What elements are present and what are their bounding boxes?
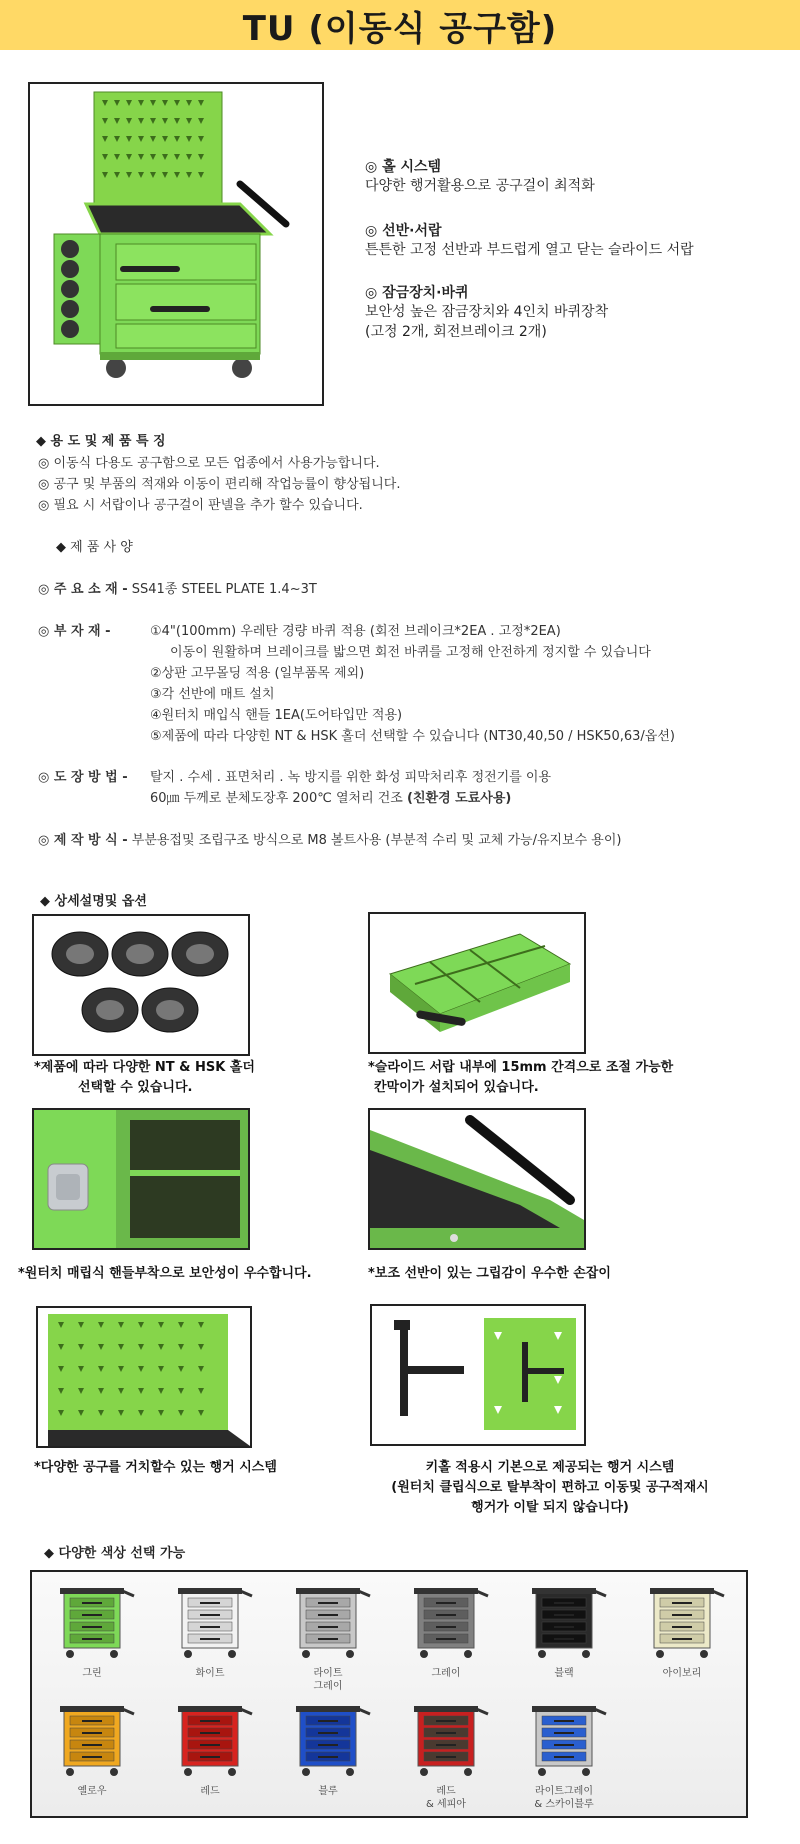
detail-heading: ◆ 상세설명및 옵션 [40,894,147,909]
detail-caption-5: *다양한 공구를 거치할수 있는 행거 시스템 [34,1460,277,1475]
color-swatch [514,1584,614,1680]
spec-make-label: ◎ 제 작 방 식 - [38,833,128,848]
detail-image-pegboard [36,1306,252,1448]
detail-caption-4: *보조 선반이 있는 그립감이 우수한 손잡이 [368,1266,611,1281]
usage-line: ◎ 필요 시 서랍이나 공구걸이 판넬을 추가 할수 있습니다. [38,498,363,513]
color-swatch [396,1584,496,1680]
color-swatch-label: 라이트그레이 & 스카이블루 [534,1786,594,1810]
feature-text: (고정 2개, 회전브레이크 2개) [365,324,547,340]
color-swatch-label: 레드 [200,1786,220,1797]
pegboard-illustration [38,1308,250,1446]
color-swatch [396,1702,496,1811]
color-swatch-label: 옐로우 [77,1786,107,1797]
tool-cart-color-icon [42,1702,142,1778]
color-swatch-label: 화이트 [195,1668,225,1679]
feature-hole-system [365,156,785,196]
spec-sub-label: ◎ 부 자 재 - [38,624,111,639]
page-title: TU (이동식 공구함) [242,8,558,49]
spec-heading: ◆ 제 품 사 양 [56,540,133,555]
main-product-image [28,82,324,406]
detail-caption-1 [34,1058,255,1098]
title-bar [0,0,800,50]
caption-line: 선택할 수 있습니다. [78,1080,193,1095]
tool-cart-color-icon [396,1702,496,1778]
usage-heading: ◆ 용 도 및 제 품 특 징 [36,434,166,449]
color-swatch-label: 그린 [82,1668,102,1679]
spec-material [38,578,317,597]
detail-image-grip [368,1108,586,1250]
tool-cart-color-icon [514,1584,614,1660]
color-swatch [160,1584,260,1680]
tool-cart-color-icon [160,1702,260,1778]
spec-make-value: 부분용접및 조립구조 방식으로 M8 볼트사용 (부분적 수리 및 교체 가능/유지보수 용이) [131,833,622,848]
color-swatch [514,1702,614,1811]
caption-line: 행거가 이탈 되지 않습니다) [471,1500,629,1515]
spec-material-label: ◎ 주 요 소 재 - [38,582,128,597]
caption-line: *제품에 따라 다양한 NT & HSK 홀더 [34,1060,255,1075]
spec-make [38,829,622,848]
spec-sub-line: ④원터치 매입식 핸들 1EA(도어타입만 적용) [150,708,403,723]
tool-cart-color-icon [42,1584,142,1660]
color-swatch-label: 라이트 그레이 [313,1668,343,1692]
slide-drawer-illustration [370,914,584,1052]
usage-line: ◎ 공구 및 부품의 적재와 이동이 편리해 작업능률이 향상됩니다. [38,477,401,492]
tool-cart-color-icon [632,1584,732,1660]
color-swatch-label: 블랙 [554,1668,574,1679]
feature-heading: ◎ 홀 시스템 [365,159,442,175]
nt-hsk-holders-illustration [34,916,248,1054]
spec-paint-line [150,787,511,806]
color-swatch [42,1584,142,1680]
detail-image-holders [32,914,250,1056]
spec-paint-label: ◎ 도 장 방 법 - [38,770,128,785]
color-swatch [632,1584,732,1680]
feature-heading: ◎ 잠금장치·바퀴 [365,285,469,301]
feature-shelf-drawer [365,220,785,260]
feature-heading: ◎ 선반·서랍 [365,223,442,239]
colors-heading: ◆ 다양한 색상 선택 가능 [44,1546,186,1561]
spec-paint-line: 탈지 . 수세 . 표면처리 . 녹 방지를 위한 화성 피막처리후 정전기를 이용 [150,770,552,785]
color-swatch-label: 그레이 [431,1668,461,1679]
spec-paint-eco: (친환경 도료사용) [407,791,512,806]
caption-line: *슬라이드 서랍 내부에 15mm 간격으로 조절 가능한 [368,1060,674,1075]
spec-sub-line: ①4"(100mm) 우레탄 경량 바퀴 적용 (회전 브레이크*2EA . 고정*2EA) [150,624,561,639]
recessed-handle-illustration [34,1110,248,1248]
spec-sub-line: ⑤제품에 따라 다양힌 NT & HSK 홀더 선택할 수 있습니다 (NT30,40,50 / HSK50,63/옵션) [150,729,675,744]
spec-sub-line: ③각 선반에 매트 설치 [150,687,275,702]
color-swatch-label: 블루 [318,1786,338,1797]
caption-line: 키홀 적용시 기본으로 제공되는 행거 시스템 [425,1460,675,1475]
color-swatch [278,1702,378,1798]
caption-line: 칸막이가 설치되어 있습니다. [374,1080,539,1095]
detail-caption-6 [360,1458,740,1518]
caption-line: (원터치 클립식으로 탈부착이 편하고 이동및 공구적재시 [391,1480,709,1495]
spec-sub-line: ②상판 고무몰딩 적용 (일부품목 제외) [150,666,365,681]
detail-caption-2 [368,1058,673,1098]
color-swatch [278,1584,378,1693]
color-swatch [160,1702,260,1798]
keyhole-hanger-illustration [372,1306,584,1444]
feature-lock-wheel [365,282,785,342]
detail-image-hanger [370,1304,586,1446]
detail-image-handle [32,1108,250,1250]
color-options-panel [30,1570,748,1818]
tool-cart-color-icon [278,1702,378,1778]
spec-material-value: SS41종 STEEL PLATE 1.4~3T [131,582,317,597]
feature-text: 보안성 높은 잠금장치와 4인치 바퀴장착 [365,304,609,320]
color-swatch [42,1702,142,1798]
grip-handle-illustration [370,1110,584,1248]
color-swatch-label: 아이보리 [662,1668,702,1679]
detail-caption-3: *원터치 매립식 핸들부착으로 보안성이 우수합니다. [18,1266,312,1281]
tool-cart-color-icon [514,1702,614,1778]
tool-cart-illustration [30,84,322,404]
usage-line: ◎ 이동식 다용도 공구함으로 모든 업종에서 사용가능합니다. [38,456,380,471]
feature-text: 다양한 행거활용으로 공구걸이 최적화 [365,178,595,194]
tool-cart-color-icon [278,1584,378,1660]
feature-text: 튼튼한 고정 선반과 부드럽게 열고 닫는 슬라이드 서랍 [365,242,694,258]
color-swatch-label: 레드 & 세피아 [426,1786,466,1810]
tool-cart-color-icon [160,1584,260,1660]
spec-paint-text: 60㎛ 두께로 분체도장후 200℃ 열처리 건조 [150,791,403,806]
detail-image-drawer [368,912,586,1054]
spec-sub-line: 이동이 원활하며 브레이크를 밟으면 회전 바퀴를 고정해 안전하게 정지할 수 있습니다 [170,645,651,660]
tool-cart-color-icon [396,1584,496,1660]
